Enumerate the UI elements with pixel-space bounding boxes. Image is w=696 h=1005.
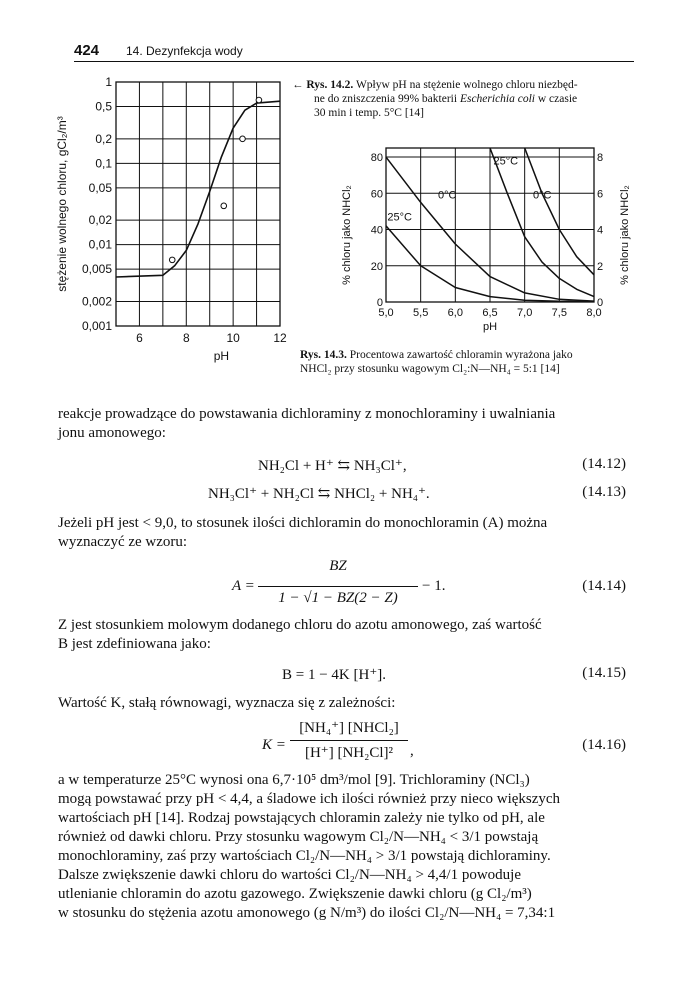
text-line: reakcje prowadzące do powstawania dichloraminy z monochloraminy i uwalniania	[58, 406, 556, 422]
caption-species: Escherichia coli	[459, 93, 535, 105]
x-tick-label: 6,5	[482, 307, 498, 319]
text-line: jonu amonowego:	[58, 425, 166, 441]
y-tick-label: 0,02	[88, 213, 112, 228]
y-left-tick-label: 20	[370, 260, 383, 273]
data-point	[240, 136, 246, 142]
annotation-label: 0°C	[438, 189, 457, 202]
y-tick-label: 1	[105, 75, 112, 89]
text-line: Jeżeli pH jest < 9,0, to stosunek ilości dichloramin do monochloramin (A) można	[58, 515, 548, 531]
equation-number: (14.13)	[582, 484, 626, 500]
caption-line1: Wpływ pH na stężenie wolnego chloru niezbęd-	[355, 79, 578, 91]
paragraph-3	[58, 616, 626, 654]
y-right-tick-label: 4	[597, 224, 604, 237]
equation-number: (14.12)	[582, 456, 626, 472]
y-axis-label: stężenie wolnego chloru, gCl₂/m³	[55, 116, 69, 292]
x-tick-label: 5,5	[413, 307, 429, 319]
annotation-label: 0°C	[532, 189, 552, 202]
paragraph-2	[58, 514, 626, 552]
text-line: wyznaczyć ze wzoru:	[58, 534, 188, 550]
equation-14-14-numerator: BZ	[329, 558, 347, 574]
figure-14-2-caption	[292, 78, 637, 120]
data-point	[169, 257, 175, 263]
y-tick-label: 0,1	[95, 156, 112, 171]
text-line: Z jest stosunkiem molowym dodanego chloru do azotu amonowego, zaś wartość	[58, 617, 542, 633]
figure-14-3-caption	[300, 348, 640, 376]
x-tick-label: 5,0	[378, 307, 394, 319]
data-line	[490, 148, 594, 297]
text-line: B jest zdefiniowana jako:	[58, 636, 211, 652]
header-rule	[74, 61, 634, 62]
x-tick-label: 7,5	[551, 307, 567, 319]
y-left-tick-label: 40	[370, 224, 383, 237]
data-point	[221, 203, 227, 209]
text-line: a w temperaturze 25°C wynosi ona 6,7·10⁵ dm³/mol [9]. Trichloraminy (NCl₃)	[58, 772, 530, 788]
equation-14-14-lhs: A =	[232, 578, 255, 594]
figure-14-3-chart	[300, 140, 645, 340]
y-right-tick-label: 6	[597, 188, 604, 201]
paragraph-4: Wartość K, stałą równowagi, wyznacza się z zależności:	[58, 695, 396, 711]
y-right-tick-label: 0	[597, 297, 604, 309]
equation-14-15: B = 1 − 4K [H⁺].	[282, 667, 386, 683]
paragraph-1	[58, 405, 626, 443]
y-right-tick-label: 8	[597, 152, 604, 165]
caption-label: Rys. 14.2.	[306, 79, 354, 91]
text-line: monochloraminy, zaś przy wartościach Cl₂/N—NH₄ > 3/1 powstają dichloraminy.	[58, 848, 551, 864]
equation-14-16-comma: ,	[410, 743, 414, 759]
caption-line1: Procentowa zawartość chloramin wyrażona jako	[349, 349, 573, 361]
chapter-title: 14. Dezynfekcja wody	[126, 44, 243, 58]
x-tick-label: 10	[226, 331, 240, 345]
y-tick-label: 0,005	[81, 262, 112, 277]
y-left-tick-label: 80	[370, 152, 383, 165]
y-tick-label: 0,001	[81, 319, 112, 333]
fraction-bar	[258, 586, 418, 587]
equation-14-16-lhs: K =	[262, 737, 286, 753]
text-line: mogą powstawać przy pH < 4,4, a śladowe ich ilości również przy nieco większych	[58, 791, 561, 807]
page-number: 424	[74, 42, 100, 59]
x-axis-label: pH	[213, 349, 230, 363]
figure-14-2-chart	[55, 72, 288, 372]
y-left-axis-label: % chloru jako NHCl₂	[341, 185, 353, 285]
plot-frame	[116, 82, 280, 326]
y-tick-label: 0,2	[95, 131, 112, 146]
y-left-tick-label: 0	[376, 297, 383, 309]
equation-14-14-denominator: 1 − √1 − BZ(2 − Z)	[278, 590, 398, 606]
fraction-bar	[290, 740, 408, 741]
caption-line2b: w czasie	[535, 93, 578, 105]
x-tick-label: 12	[273, 331, 287, 345]
text-line: utlenianie chloramin do azotu gazowego. Zwiększenie dawki chloru (g Cl₂/m³)	[58, 886, 532, 902]
equation-14-12: NH₂Cl + H⁺ ⇆ NH₃Cl⁺,	[258, 458, 407, 474]
data-point	[256, 97, 262, 103]
equation-14-14-tail: − 1.	[422, 578, 446, 594]
equation-14-16-denominator: [H⁺] [NH₂Cl]²	[304, 745, 394, 761]
equation-14-13: NH₃Cl⁺ + NH₂Cl ⇆ NHCl₂ + NH₄⁺.	[208, 486, 430, 502]
x-axis-label: pH	[482, 321, 498, 333]
text-line: w stosunku do stężenia azotu amonowego (g N/m³) do ilości Cl₂/N—NH₄ = 7,34:1	[58, 905, 556, 921]
y-right-axis-label: % chloru jako NHCl₂	[619, 185, 631, 285]
x-tick-label: 8	[182, 331, 190, 345]
equation-14-16-numerator: [NH₄⁺] [NHCl₂]	[299, 720, 399, 736]
y-tick-label: 0,002	[81, 294, 112, 309]
y-tick-label: 0,5	[95, 99, 112, 114]
x-tick-label: 8,0	[586, 307, 602, 319]
caption-line2: NHCl₂ przy stosunku wagowym Cl₂:N—NH₄ = 5:1 [14]	[300, 363, 560, 375]
equation-number: (14.14)	[582, 578, 626, 594]
text-line: również od dawki chloru. Przy stosunku wagowym Cl₂/N—NH₄ < 3/1 powstają	[58, 829, 539, 845]
paragraph-5	[58, 771, 626, 923]
running-header	[74, 42, 634, 62]
caption-label: Rys. 14.3.	[300, 349, 347, 361]
annotation-label: 25°C	[493, 155, 519, 168]
annotation-label: 25°C	[387, 211, 412, 224]
y-tick-label: 0,05	[88, 180, 112, 195]
data-line	[116, 101, 280, 277]
y-tick-label: 0,01	[88, 237, 112, 252]
x-tick-label: 6	[136, 331, 143, 345]
caption-line2a: ne do zniszczenia 99% bakterii	[314, 93, 460, 105]
y-left-tick-label: 60	[370, 188, 383, 201]
caption-line3: 30 min i temp. 5°C [14]	[314, 107, 425, 119]
equation-number: (14.16)	[582, 737, 626, 753]
y-right-tick-label: 2	[597, 260, 604, 273]
x-tick-label: 7,0	[517, 307, 533, 319]
caption-arrow: ←	[292, 79, 304, 91]
x-tick-label: 6,0	[447, 307, 463, 319]
text-line: wartościach pH [14]. Rodzaj powstających chloramin zależy nie tylko od pH, ale	[58, 810, 545, 826]
text-line: Dalsze zwiększenie dawki chloru do wartości Cl₂/N—NH₄ > 4,4/1 powoduje	[58, 867, 521, 883]
equation-number: (14.15)	[582, 665, 626, 681]
